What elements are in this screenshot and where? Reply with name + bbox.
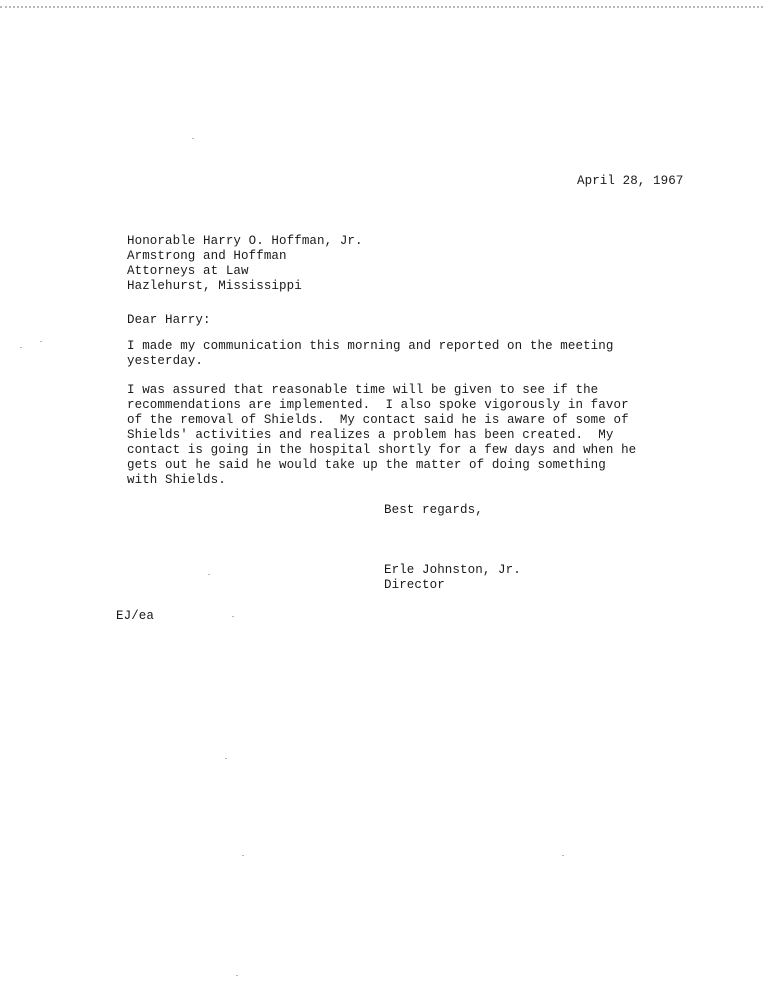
paragraph-2-line-1: I was assured that reasonable time will be given to see if the (127, 383, 599, 397)
scan-speck (236, 975, 238, 976)
address-line-1: Honorable Harry O. Hoffman, Jr. (127, 234, 363, 248)
scan-speck (208, 574, 210, 575)
paragraph-2-line-5: contact is going in the hospital shortly for a few days and when he (127, 443, 637, 457)
paragraph-2-line-4: Shields' activities and realizes a problem has been created. My (127, 428, 614, 442)
scan-speck (40, 341, 42, 342)
paragraph-1-line-1: I made my communication this morning and reported on the meeting (127, 339, 614, 353)
paragraph-2-line-3: of the removal of Shields. My contact said he is aware of some of (127, 413, 629, 427)
closing: Best regards, (384, 503, 483, 517)
scan-speck (192, 138, 194, 139)
letter-date: April 28, 1967 (577, 174, 684, 188)
scan-speck (242, 855, 244, 856)
scan-speck (232, 616, 234, 617)
signature-name: Erle Johnston, Jr. (384, 563, 521, 577)
scan-speck (20, 347, 22, 348)
page-top-edge (0, 0, 763, 8)
signature-title: Director (384, 578, 445, 592)
scan-speck (562, 855, 564, 856)
paragraph-2-line-2: recommendations are implemented. I also spoke vigorously in favor (127, 398, 629, 412)
typist-initials: EJ/ea (116, 609, 155, 623)
address-line-4: Hazlehurst, Mississippi (127, 279, 302, 293)
salutation: Dear Harry: (127, 313, 211, 327)
paragraph-1-line-2: yesterday. (127, 354, 204, 368)
scan-speck (225, 758, 227, 759)
address-line-2: Armstrong and Hoffman (127, 249, 287, 263)
paragraph-2-line-6: gets out he said he would take up the matter of doing something (127, 458, 606, 472)
address-line-3: Attorneys at Law (127, 264, 249, 278)
paragraph-2-line-7: with Shields. (127, 473, 226, 487)
